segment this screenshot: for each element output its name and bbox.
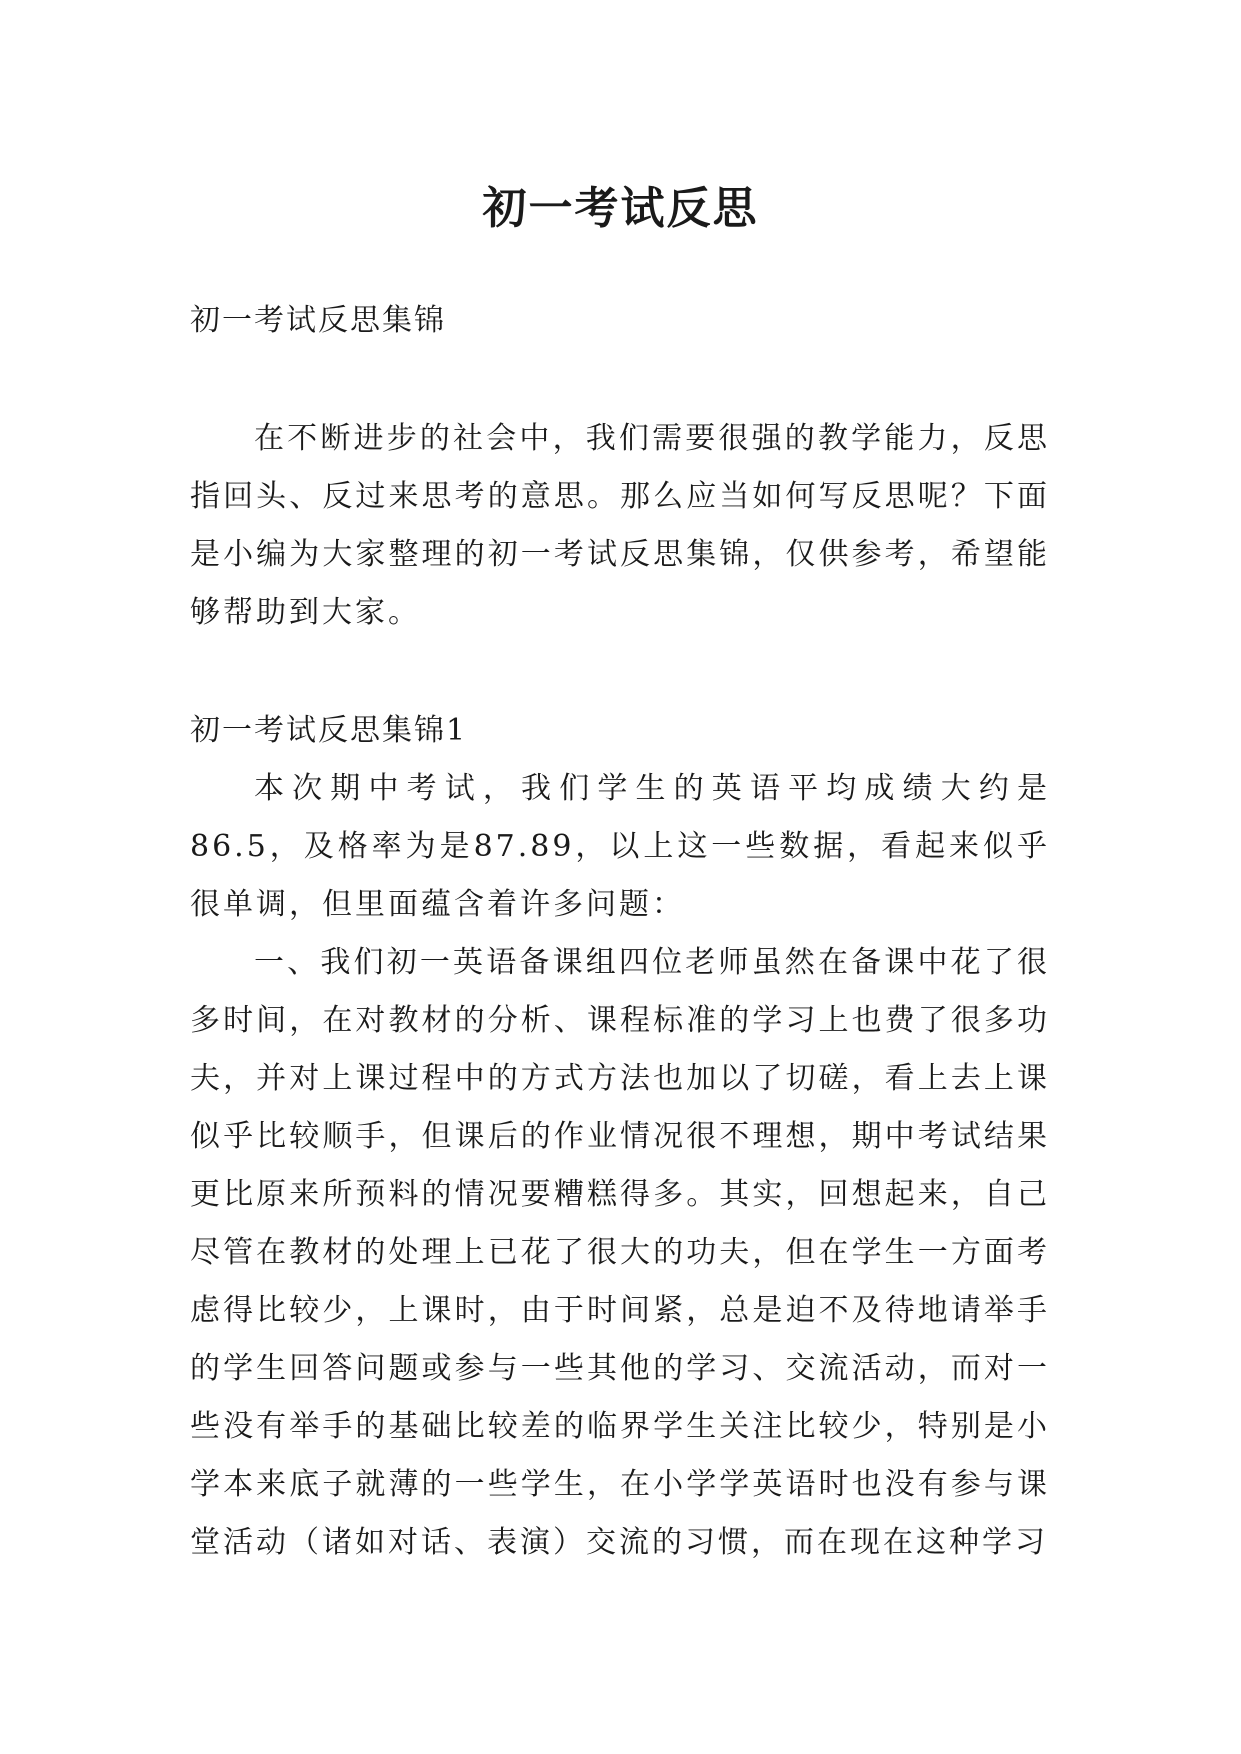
- document-body: [190, 292, 1050, 1572]
- section-paragraph-2: 一、我们初一英语备课组四位老师虽然在备课中花了很多时间，在对教材的分析、课程标准的学习上也费了很多功夫，并对上课过程中的方式方法也加以了切磋，看上去上课似乎比较顺手，但课后的作业情况很不理想，期中考试结果更比原来所预料的情况要糟糕得多。其实，回想起来，自己尽管在教材的处理上已花了很大的功夫，但在学生一方面考虑得比较少，上课时，由于时间紧，总是迫不及待地请举手的学生回答问题或参与一些其他的学习、交流活动，而对一些没有举手的基础比较差的临界学生关注比较少，特别是小学本来底子就薄的一些学生，在小学学英语时也没有参与课堂活动（诸如对话、表演）交流的习惯，而在现在这种学习: [190, 945, 1050, 1560]
- spacer: [190, 350, 1050, 410]
- section-heading: 初一考试反思集锦1: [190, 713, 468, 748]
- subtitle: 初一考试反思集锦: [190, 303, 446, 338]
- document-title: 初一考试反思: [482, 183, 759, 235]
- section-paragraph-1: 本次期中考试，我们学生的英语平均成绩大约是86.5，及格率为是87.89，以上这一些数据，看起来似乎很单调，但里面蕴含着许多问题：: [190, 771, 1050, 922]
- spacer: [190, 642, 1050, 702]
- intro-paragraph: 在不断进步的社会中，我们需要很强的教学能力，反思指回头、反过来思考的意思。那么应当如何写反思呢？下面是小编为大家整理的初一考试反思集锦，仅供参考，希望能够帮助到大家。: [190, 421, 1050, 630]
